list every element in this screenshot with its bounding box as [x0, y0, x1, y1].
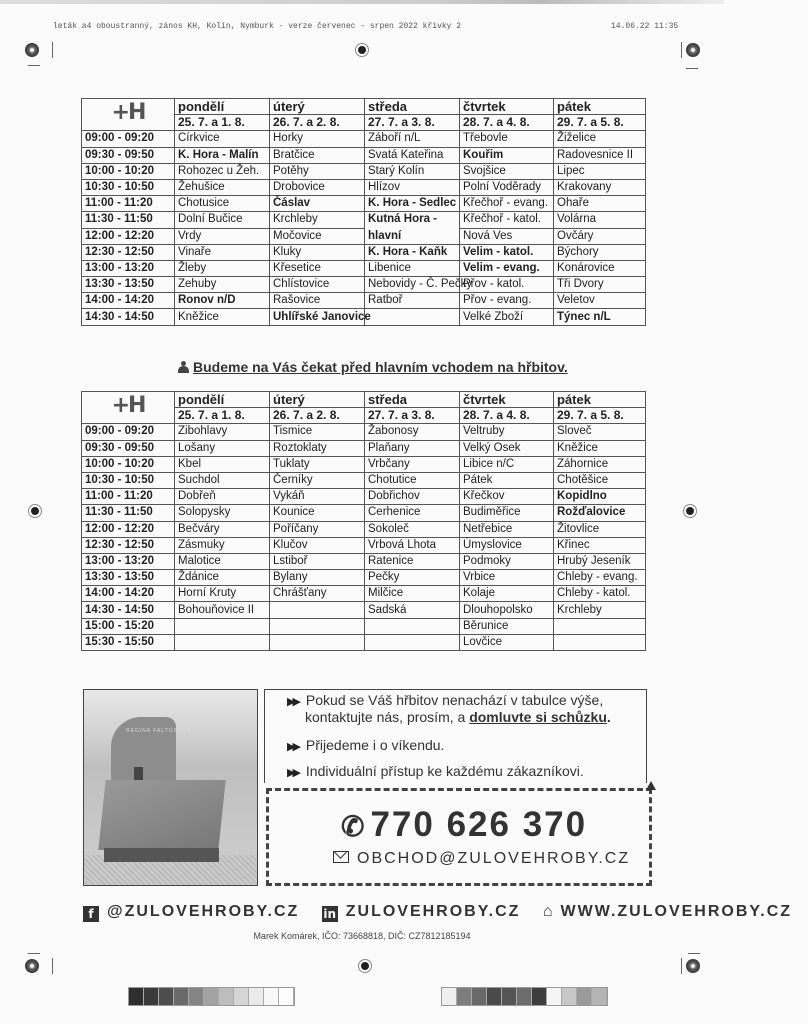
linkedin-link[interactable]	[322, 903, 521, 920]
table-row	[82, 424, 646, 440]
location-cell: Velim - katol.	[460, 244, 554, 260]
location-cell: Močovice	[270, 228, 365, 244]
website-link[interactable]	[543, 903, 792, 920]
time-slot: 11:30 - 11:50	[82, 212, 175, 228]
day-tuesday: úterý	[270, 99, 365, 115]
location-cell: Církvice	[175, 131, 270, 147]
color-swatch	[562, 988, 577, 1005]
location-cell: Svatá Kateřina	[365, 147, 460, 163]
location-cell: Suchdol	[175, 472, 270, 488]
time-slot: 11:00 - 11:20	[82, 196, 175, 212]
location-cell: Kbel	[175, 456, 270, 472]
registration-mark-icon	[25, 959, 39, 973]
time-slot: 12:00 - 12:20	[82, 228, 175, 244]
location-cell	[175, 618, 270, 634]
double-arrow-icon: ▶▶	[287, 741, 298, 753]
crop-mark	[52, 42, 53, 58]
location-cell: Vinaře	[175, 244, 270, 260]
color-swatch	[442, 988, 457, 1005]
location-cell: Záboří n/L	[365, 131, 460, 147]
location-cell	[270, 634, 365, 650]
logo-cell	[82, 392, 175, 424]
location-cell	[365, 634, 460, 650]
table-row	[82, 537, 646, 553]
location-cell	[554, 618, 646, 634]
time-slot: 12:30 - 12:50	[82, 537, 175, 553]
location-cell: Vykáň	[270, 489, 365, 505]
location-cell: Křesetice	[270, 260, 365, 276]
color-swatch	[174, 988, 189, 1005]
time-slot: 10:30 - 10:50	[82, 472, 175, 488]
time-slot: 12:30 - 12:50	[82, 244, 175, 260]
registration-target-icon	[31, 507, 39, 515]
location-cell: Kněžice	[175, 309, 270, 325]
table-row	[82, 505, 646, 521]
registration-mark-icon	[686, 959, 700, 973]
time-slot: 09:00 - 09:20	[82, 131, 175, 147]
location-cell: Ždánice	[175, 570, 270, 586]
home-icon: ⌂	[542, 903, 555, 920]
location-cell: Černíky	[270, 472, 365, 488]
location-cell: Týnec n/L	[554, 309, 646, 325]
location-cell: Vrbčany	[365, 456, 460, 472]
table-row	[82, 309, 646, 325]
day-thursday: čtvrtek	[460, 99, 554, 115]
location-cell: Drobovice	[270, 179, 365, 195]
location-cell: Lstiboř	[270, 553, 365, 569]
day-friday: pátek	[554, 99, 646, 115]
location-cell: Volárna	[554, 212, 646, 228]
table-row	[82, 163, 646, 179]
color-swatch	[577, 988, 592, 1005]
location-cell: Velim - evang.	[460, 260, 554, 276]
table-row	[82, 456, 646, 472]
website-url: WWW.ZULOVEHROBY.CZ	[560, 903, 793, 920]
table-header-days	[82, 99, 646, 115]
table-row	[82, 472, 646, 488]
info-box	[264, 689, 647, 783]
date-wednesday: 27. 7. a 3. 8.	[365, 115, 460, 131]
table-row	[82, 440, 646, 456]
location-cell: Velký Osek	[460, 440, 554, 456]
time-slot: 09:00 - 09:20	[82, 424, 175, 440]
time-slot: 09:30 - 09:50	[82, 440, 175, 456]
location-cell: Zásmuky	[175, 537, 270, 553]
location-cell: K. Hora - Kaňk	[365, 244, 460, 260]
location-cell: Potěhy	[270, 163, 365, 179]
location-cell: Krchleby	[270, 212, 365, 228]
time-slot: 14:30 - 14:50	[82, 309, 175, 325]
location-cell: Polní Voděrady	[460, 179, 554, 195]
location-cell: Starý Kolín	[365, 163, 460, 179]
facebook-handle: @ZULOVEHROBY.CZ	[107, 903, 300, 920]
location-cell: Žitovlice	[554, 521, 646, 537]
envelope-icon	[333, 851, 349, 863]
phone-number-text: 770 626 370	[370, 805, 588, 844]
email-address[interactable]	[333, 850, 630, 868]
print-header-timestamp: 14.06.22 11:35	[611, 22, 679, 31]
color-swatch	[532, 988, 547, 1005]
registration-target-icon	[361, 962, 369, 970]
color-swatch	[219, 988, 234, 1005]
time-slot: 11:00 - 11:20	[82, 489, 175, 505]
color-swatch	[189, 988, 204, 1005]
headstone-inscription: REGINA FALTUSOVÁ	[126, 728, 192, 734]
location-cell: Lipec	[554, 163, 646, 179]
color-swatch	[472, 988, 487, 1005]
table-row	[82, 489, 646, 505]
location-cell: Sokoleč	[365, 521, 460, 537]
location-cell: Velké Zboží	[460, 309, 554, 325]
linkedin-icon: in	[323, 907, 337, 921]
location-cell: Kounice	[270, 505, 365, 521]
location-cell: Křečhoř - katol.	[460, 212, 554, 228]
location-cell: Žleby	[175, 260, 270, 276]
registration-target-icon	[686, 507, 694, 515]
location-cell: Veletov	[554, 293, 646, 309]
facebook-link[interactable]	[83, 903, 299, 920]
location-cell: Chotutice	[365, 472, 460, 488]
location-cell: Cerhenice	[365, 505, 460, 521]
location-cell: Lošany	[175, 440, 270, 456]
location-cell: Konárovice	[554, 260, 646, 276]
scan-edge	[0, 0, 724, 4]
location-cell: Poříčany	[270, 521, 365, 537]
color-swatch	[204, 988, 219, 1005]
registration-mark-icon	[25, 43, 39, 57]
location-cell: Bečváry	[175, 521, 270, 537]
location-cell: Chleby - evang.	[554, 570, 646, 586]
email-text: OBCHOD@ZULOVEHROBY.CZ	[357, 850, 631, 867]
location-cell: K. Hora - Sedlec	[365, 196, 460, 212]
location-cell: Krakovany	[554, 179, 646, 195]
crop-mark	[52, 958, 53, 974]
location-cell: Horní Kruty	[175, 586, 270, 602]
table-row	[82, 260, 646, 276]
location-cell: Hrubý Jeseník	[554, 553, 646, 569]
time-slot: 11:30 - 11:50	[82, 505, 175, 521]
registration-mark-icon	[686, 43, 700, 57]
location-cell	[365, 309, 460, 325]
location-cell: Kluky	[270, 244, 365, 260]
table-row	[82, 228, 646, 244]
double-arrow-icon: ▶▶	[287, 767, 298, 779]
table-row	[82, 618, 646, 634]
linkedin-handle: ZULOVEHROBY.CZ	[345, 903, 521, 920]
schedule-table-2	[81, 391, 646, 651]
color-swatch	[517, 988, 532, 1005]
table-row	[82, 570, 646, 586]
time-slot: 14:30 - 14:50	[82, 602, 175, 618]
location-cell: Krchleby	[554, 602, 646, 618]
table-row	[82, 602, 646, 618]
table-row	[82, 586, 646, 602]
location-cell: Ovčáry	[554, 228, 646, 244]
time-slot: 15:30 - 15:50	[82, 634, 175, 650]
info-line-3-text: Individuální přístup ke každému zákazníkovi.	[305, 763, 584, 779]
crop-mark	[686, 68, 698, 69]
time-slot: 09:30 - 09:50	[82, 147, 175, 163]
location-cell: Ratboř	[365, 293, 460, 309]
location-cell: Křečhoř - evang.	[460, 196, 554, 212]
location-cell: Klučov	[270, 537, 365, 553]
color-swatch	[249, 988, 264, 1005]
date-friday: 29. 7. a 5. 8.	[554, 115, 646, 131]
location-cell: Pátek	[460, 472, 554, 488]
location-cell: Vrbice	[460, 570, 554, 586]
info-line-2-text: Přijedeme i o víkendu.	[305, 737, 445, 753]
location-cell: Žiželice	[554, 131, 646, 147]
color-swatch	[129, 988, 144, 1005]
location-cell: K. Hora - Malín	[175, 147, 270, 163]
time-slot: 13:30 - 13:50	[82, 570, 175, 586]
location-cell: Úmyslovice	[460, 537, 554, 553]
day-tuesday: úterý	[270, 392, 365, 408]
location-cell: Ratenice	[365, 553, 460, 569]
date-monday: 25. 7. a 1. 8.	[175, 115, 270, 131]
location-cell: Uhlířské Janovice	[270, 309, 365, 325]
location-cell: Hlízov	[365, 179, 460, 195]
time-slot: 10:30 - 10:50	[82, 179, 175, 195]
location-cell: Chleby - katol.	[554, 586, 646, 602]
color-swatch	[159, 988, 174, 1005]
location-cell: Bohouňovice II	[175, 602, 270, 618]
person-icon	[178, 361, 189, 373]
time-slot: 12:00 - 12:20	[82, 521, 175, 537]
location-cell: Třebovle	[460, 131, 554, 147]
table-row	[82, 131, 646, 147]
time-slot: 13:00 - 13:20	[82, 553, 175, 569]
time-slot: 13:00 - 13:20	[82, 260, 175, 276]
location-cell: Přov - evang.	[460, 293, 554, 309]
location-cell: Žabonosy	[365, 424, 460, 440]
location-cell: Dobřichov	[365, 489, 460, 505]
time-slot: 10:00 - 10:20	[82, 456, 175, 472]
color-calibration-strip-right	[441, 987, 608, 1006]
table-row	[82, 196, 646, 212]
time-slot: 14:00 - 14:20	[82, 586, 175, 602]
crop-mark	[681, 958, 682, 974]
location-cell: Libice n/C	[460, 456, 554, 472]
date-thursday: 28. 7. a 4. 8.	[460, 408, 554, 424]
location-cell: Rohozec u Žeh.	[175, 163, 270, 179]
location-cell: Milčice	[365, 586, 460, 602]
location-cell: Veltruby	[460, 424, 554, 440]
date-wednesday: 27. 7. a 3. 8.	[365, 408, 460, 424]
grave-slab	[98, 780, 225, 850]
location-cell: Chotěšice	[554, 472, 646, 488]
table-row	[82, 521, 646, 537]
schedule-table-1	[81, 98, 646, 326]
location-cell: Dolní Bučice	[175, 212, 270, 228]
date-friday: 29. 7. a 5. 8.	[554, 408, 646, 424]
color-swatch	[144, 988, 159, 1005]
color-swatch	[502, 988, 517, 1005]
location-cell: Chlístovice	[270, 277, 365, 293]
info-line-3	[287, 763, 584, 779]
time-slot: 14:00 - 14:20	[82, 293, 175, 309]
location-cell: Radovesnice II	[554, 147, 646, 163]
location-cell: Čáslav	[270, 196, 365, 212]
location-cell: Bratčice	[270, 147, 365, 163]
color-swatch	[279, 988, 294, 1005]
location-cell: Lovčice	[460, 634, 554, 650]
location-cell: Nová Ves	[460, 228, 554, 244]
day-monday: pondělí	[175, 99, 270, 115]
location-cell: Kouřim	[460, 147, 554, 163]
day-friday: pátek	[554, 392, 646, 408]
registration-target-icon	[358, 46, 366, 54]
location-cell: Horky	[270, 131, 365, 147]
date-monday: 25. 7. a 1. 8.	[175, 408, 270, 424]
location-cell: Rožďalovice	[554, 505, 646, 521]
location-cell: Kolaje	[460, 586, 554, 602]
location-cell	[270, 618, 365, 634]
table-row	[82, 553, 646, 569]
table-row	[82, 277, 646, 293]
print-header-title: leták a4 oboustranný, zános KH, Kolín, Nymburk - verze červenec - srpen 2022 křivky 2	[53, 22, 462, 31]
location-cell: Svojšice	[460, 163, 554, 179]
date-tuesday: 26. 7. a 2. 8.	[270, 408, 365, 424]
arrow-up-icon	[646, 781, 656, 790]
color-swatch	[547, 988, 562, 1005]
double-arrow-icon: ▶▶	[287, 696, 298, 708]
logo: +H	[111, 393, 145, 419]
crop-mark	[688, 953, 700, 954]
location-cell: Plaňany	[365, 440, 460, 456]
meeting-notice-text: Budeme na Vás čekat před hlavním vchodem na hřbitov.	[193, 359, 568, 375]
location-cell: Dobřeň	[175, 489, 270, 505]
location-cell: hlavní	[365, 228, 460, 244]
location-cell: Sadská	[365, 602, 460, 618]
location-cell: Roztoklaty	[270, 440, 365, 456]
location-cell: Kopidlno	[554, 489, 646, 505]
table-row	[82, 293, 646, 309]
location-cell: Zibohlavy	[175, 424, 270, 440]
info-line-1b-suffix: .	[606, 709, 611, 725]
time-slot: 15:00 - 15:20	[82, 618, 175, 634]
location-cell: Vrdy	[175, 228, 270, 244]
day-monday: pondělí	[175, 392, 270, 408]
date-thursday: 28. 7. a 4. 8.	[460, 115, 554, 131]
location-cell: Tismice	[270, 424, 365, 440]
location-cell: Netřebice	[460, 521, 554, 537]
day-wednesday: středa	[365, 99, 460, 115]
location-cell: Záhornice	[554, 456, 646, 472]
location-cell: Býchory	[554, 244, 646, 260]
location-cell: Tuklaty	[270, 456, 365, 472]
location-cell: Rašovice	[270, 293, 365, 309]
location-cell: Přov - katol.	[460, 277, 554, 293]
location-cell: Běrunice	[460, 618, 554, 634]
info-line-1b	[305, 709, 611, 725]
location-cell: Chrášťany	[270, 586, 365, 602]
table-row	[82, 244, 646, 260]
location-cell: Bylany	[270, 570, 365, 586]
location-cell: Kutná Hora -	[365, 212, 460, 228]
location-cell	[554, 634, 646, 650]
gravestone-photo	[83, 689, 258, 886]
table-row	[82, 634, 646, 650]
location-cell: Křečkov	[460, 489, 554, 505]
location-cell: Ohaře	[554, 196, 646, 212]
location-cell: Tři Dvory	[554, 277, 646, 293]
crop-mark	[28, 65, 40, 66]
location-cell: Libenice	[365, 260, 460, 276]
location-cell	[365, 618, 460, 634]
info-line-2	[287, 737, 444, 753]
meeting-notice	[178, 359, 568, 375]
location-cell: Dlouhopolsko	[460, 602, 554, 618]
location-cell: Podmoky	[460, 553, 554, 569]
location-cell: Křinec	[554, 537, 646, 553]
color-calibration-strip-left	[128, 987, 295, 1006]
date-tuesday: 26. 7. a 2. 8.	[270, 115, 365, 131]
time-slot: 13:30 - 13:50	[82, 277, 175, 293]
location-cell: Žehušice	[175, 179, 270, 195]
social-links	[83, 903, 793, 922]
location-cell: Zehuby	[175, 277, 270, 293]
time-slot: 10:00 - 10:20	[82, 163, 175, 179]
color-swatch	[487, 988, 502, 1005]
day-wednesday: středa	[365, 392, 460, 408]
table-header-days	[82, 392, 646, 408]
location-cell: Solopysky	[175, 505, 270, 521]
color-swatch	[592, 988, 607, 1005]
headstone	[111, 717, 176, 782]
color-swatch	[264, 988, 279, 1005]
crop-mark	[28, 953, 40, 954]
location-cell: Vrbová Lhota	[365, 537, 460, 553]
company-info: Marek Komárek, IČO: 73668818, DIČ: CZ7812185194	[253, 931, 471, 941]
facebook-icon: f	[83, 906, 99, 922]
location-cell: Sloveč	[554, 424, 646, 440]
logo: +H	[111, 100, 145, 126]
location-cell: Kněžice	[554, 440, 646, 456]
phone-icon: ✆	[341, 811, 367, 842]
contact-box	[266, 788, 652, 886]
table-row	[82, 179, 646, 195]
phone-number[interactable]	[341, 805, 587, 845]
table-row	[82, 212, 646, 228]
info-line-1b-prefix: kontaktujte nás, prosím, a	[305, 709, 470, 725]
location-cell: Ronov n/D	[175, 293, 270, 309]
location-cell: Malotice	[175, 553, 270, 569]
info-line-1-text: Pokud se Váš hřbitov nenachází v tabulce výše,	[305, 692, 604, 708]
location-cell	[175, 634, 270, 650]
table-row	[82, 147, 646, 163]
location-cell: Pečky	[365, 570, 460, 586]
grave-base	[104, 848, 219, 862]
location-cell: Chotusice	[175, 196, 270, 212]
location-cell: Nebovidy - Č. Pečky	[365, 277, 460, 293]
location-cell: Budiměřice	[460, 505, 554, 521]
schedule-meeting-link[interactable]: domluvte si schůzku	[469, 709, 607, 725]
crop-mark	[681, 42, 682, 58]
info-line-1	[287, 692, 603, 708]
color-swatch	[457, 988, 472, 1005]
location-cell	[270, 602, 365, 618]
color-swatch	[234, 988, 249, 1005]
day-thursday: čtvrtek	[460, 392, 554, 408]
logo-cell	[82, 99, 175, 131]
lantern	[134, 767, 143, 781]
